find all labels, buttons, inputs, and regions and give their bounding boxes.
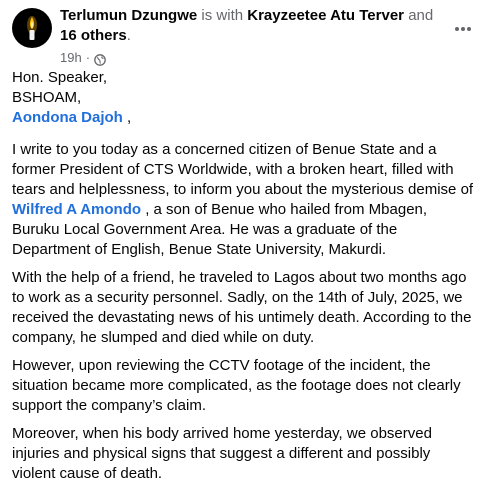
avatar[interactable]: [12, 8, 52, 48]
paragraph-4: Moreover, when his body arrived home yesterday, we observed injuries and physical signs that suggest a different and possibly violent cause of death.: [12, 425, 432, 482]
candle-icon: [12, 8, 52, 48]
more-options-icon[interactable]: [455, 18, 475, 26]
with-text: is with: [201, 7, 244, 24]
paragraph-1-end: , a son of Benue who hailed from Mbagen, Buruku Local Government Area. He was a graduate of the Department of English, Benue State University, Makurdi.: [12, 201, 428, 258]
paragraph-1: [12, 140, 477, 260]
post-author-line: [60, 6, 477, 46]
paragraph-2: With the help of a friend, he traveled to Lagos about two months ago to work as a security personnel. Sadly, on the 14th of July, 2025, we received the devastating news of his untimely death. According to the company, he slumped and died while on duty.: [12, 269, 472, 346]
mention-wilfred-amondo[interactable]: Wilfred A Amondo: [12, 201, 142, 218]
post-header: [12, 6, 477, 68]
mention-line: [12, 108, 477, 128]
post-body: [12, 68, 477, 484]
paragraph-1-start: I write to you today as a concerned citizen of Benue State and a former President of CTS Worldwide, with a broken heart, filled with tears and helplessness, to inform you about the mysterious demise of: [12, 141, 474, 198]
post-meta: [60, 48, 477, 68]
meta-separator: ·: [85, 50, 91, 65]
mention-suffix: ,: [122, 109, 132, 126]
post-header-text: [60, 6, 477, 68]
and-text: and: [408, 7, 434, 24]
paragraph-3: However, upon reviewing the CCTV footage of the incident, the situation became more complicated, as the footage does not clearly support the company’s claim.: [12, 357, 461, 414]
greeting-block: [12, 68, 477, 128]
tagged-user[interactable]: Krayzeetee Atu Terver: [247, 7, 405, 24]
globe-icon[interactable]: [94, 52, 106, 64]
tagged-others[interactable]: 16 others: [60, 27, 127, 44]
mention-aondona-dajoh[interactable]: Aondona Dajoh: [12, 109, 123, 126]
salutation: Hon. Speaker,: [12, 69, 108, 86]
post-time[interactable]: 19h: [60, 50, 82, 65]
organization: BSHOAM,: [12, 89, 82, 106]
header-period: .: [126, 27, 131, 44]
author-name[interactable]: Terlumun Dzungwe: [60, 7, 198, 24]
